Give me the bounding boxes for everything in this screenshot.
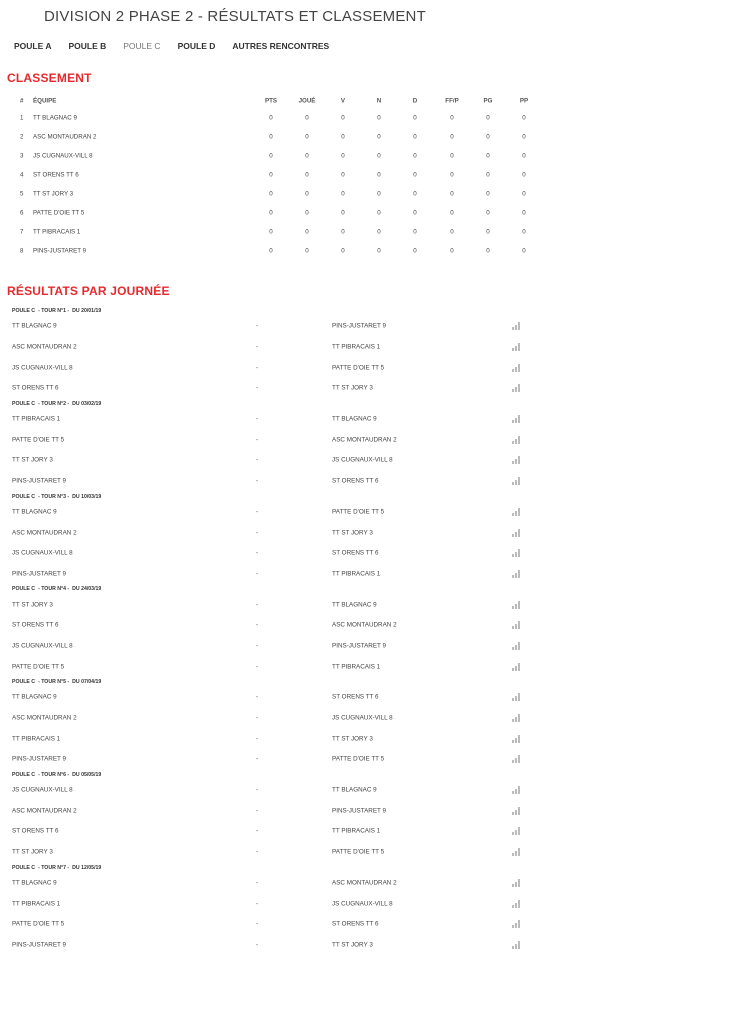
cell-pts: 0 xyxy=(269,114,273,121)
table-row xyxy=(7,127,537,146)
cell-team[interactable]: TT ST JORY 3 xyxy=(33,190,74,197)
match-row xyxy=(0,615,739,636)
match-score: - xyxy=(256,621,259,629)
round-header xyxy=(0,492,739,502)
cell-team[interactable]: TT BLAGNAC 9 xyxy=(33,114,77,121)
match-row xyxy=(0,935,739,956)
home-team[interactable]: PINS-JUSTARET 9 xyxy=(12,941,66,949)
cell-d: 0 xyxy=(413,133,417,140)
cell-pts: 0 xyxy=(269,228,273,235)
cell-rank: 8 xyxy=(20,247,24,254)
away-team[interactable]: JS CUGNAUX-VILL 8 xyxy=(332,714,393,722)
table-row xyxy=(7,165,537,184)
table-row xyxy=(7,222,537,241)
match-row xyxy=(0,594,739,615)
cell-joue: 0 xyxy=(305,114,309,121)
header-d: D xyxy=(412,97,418,105)
cell-rank: 6 xyxy=(20,209,24,216)
match-row xyxy=(0,749,739,770)
stats-bars-icon[interactable] xyxy=(512,343,522,351)
cell-team[interactable]: JS CUGNAUX-VILL 8 xyxy=(33,152,93,159)
home-team[interactable]: TT BLAGNAC 9 xyxy=(12,693,57,701)
classement-title: CLASSEMENT xyxy=(7,71,92,85)
cell-ffp: 0 xyxy=(450,228,454,235)
round-date: DU 07/04/19 xyxy=(72,679,102,685)
cell-ffp: 0 xyxy=(450,190,454,197)
home-team[interactable]: TT PIBRACAIS 1 xyxy=(12,415,61,423)
home-team[interactable]: PINS-JUSTARET 9 xyxy=(12,570,66,578)
away-team[interactable]: TT PIBRACAIS 1 xyxy=(332,343,381,351)
away-team[interactable]: ST ORENS TT 6 xyxy=(332,693,379,701)
home-team[interactable]: TT PIBRACAIS 1 xyxy=(12,735,61,743)
cell-pts: 0 xyxy=(269,171,273,178)
cell-joue: 0 xyxy=(305,209,309,216)
match-row xyxy=(0,636,739,657)
stats-bars-icon[interactable] xyxy=(512,693,522,701)
round-header xyxy=(0,863,739,873)
away-team[interactable]: ST ORENS TT 6 xyxy=(332,477,379,485)
table-row xyxy=(7,184,537,203)
cell-team[interactable]: ASC MONTAUDRAN 2 xyxy=(33,133,97,140)
stats-bars-icon[interactable] xyxy=(512,714,522,722)
page-title: DIVISION 2 PHASE 2 - RÉSULTATS ET CLASSEMENT xyxy=(44,8,426,25)
stats-bars-icon[interactable] xyxy=(512,755,522,763)
away-team[interactable]: TT ST JORY 3 xyxy=(332,735,373,743)
away-team[interactable]: ASC MONTAUDRAN 2 xyxy=(332,621,397,629)
tab-autres-rencontres[interactable]: AUTRES RENCONTRES xyxy=(232,41,330,51)
match-row xyxy=(0,409,739,430)
away-team[interactable]: PATTE D'OIE TT 5 xyxy=(332,755,385,763)
match-score: - xyxy=(256,755,259,763)
cell-pp: 0 xyxy=(522,152,526,159)
cell-team[interactable]: ST ORENS TT 6 xyxy=(33,171,79,178)
round-date: DU 20/01/19 xyxy=(72,308,102,314)
round-tour: - TOUR N°4 - xyxy=(38,586,70,593)
match-row xyxy=(0,502,739,523)
cell-ffp: 0 xyxy=(450,247,454,254)
home-team[interactable]: ASC MONTAUDRAN 2 xyxy=(12,529,77,537)
away-team[interactable]: PATTE D'OIE TT 5 xyxy=(332,364,385,372)
round-poule: POULE C xyxy=(12,679,36,685)
round-header xyxy=(0,306,739,316)
stats-bars-icon[interactable] xyxy=(512,570,522,578)
match-row xyxy=(0,429,739,450)
match-row xyxy=(0,337,739,358)
header-pg: PG xyxy=(483,97,493,105)
away-team[interactable]: TT PIBRACAIS 1 xyxy=(332,827,381,835)
match-row xyxy=(0,564,739,585)
cell-joue: 0 xyxy=(305,247,309,254)
match-row xyxy=(0,471,739,492)
round-tour: - TOUR N°7 - xyxy=(38,864,70,871)
table-row xyxy=(7,146,537,165)
stats-bars-icon[interactable] xyxy=(512,848,522,856)
away-team[interactable]: PINS-JUSTARET 9 xyxy=(332,642,386,650)
match-row xyxy=(0,873,739,894)
poule-tabs xyxy=(14,41,346,51)
round-poule: POULE C xyxy=(12,308,36,314)
cell-d: 0 xyxy=(413,190,417,197)
cell-joue: 0 xyxy=(305,152,309,159)
cell-pg: 0 xyxy=(486,152,490,159)
match-row xyxy=(0,821,739,842)
round-poule: POULE C xyxy=(12,400,36,407)
round-header xyxy=(0,770,739,780)
header-pp: PP xyxy=(519,97,529,105)
standings-table xyxy=(7,94,537,260)
home-team[interactable]: JS CUGNAUX-VILL 8 xyxy=(12,364,73,372)
table-row xyxy=(7,203,537,222)
cell-pts: 0 xyxy=(269,190,273,197)
cell-pts: 0 xyxy=(269,133,273,140)
away-team[interactable]: ASC MONTAUDRAN 2 xyxy=(332,436,397,444)
round-date: DU 24/03/19 xyxy=(72,586,102,593)
stats-bars-icon[interactable] xyxy=(512,621,522,629)
results-list xyxy=(0,306,739,955)
match-score: - xyxy=(256,343,259,351)
match-score: - xyxy=(256,436,259,444)
cell-pp: 0 xyxy=(522,228,526,235)
home-team[interactable]: PINS-JUSTARET 9 xyxy=(12,477,66,485)
round-header xyxy=(0,584,739,594)
home-team[interactable]: ASC MONTAUDRAN 2 xyxy=(12,714,77,722)
stats-bars-icon[interactable] xyxy=(512,920,522,928)
cell-team[interactable]: TT PIBRACAIS 1 xyxy=(33,228,81,235)
header-pts: PTS xyxy=(264,97,278,105)
header-joue: JOUÉ xyxy=(298,97,316,105)
cell-pg: 0 xyxy=(486,190,490,197)
round-tour: - TOUR N°1 - xyxy=(38,308,70,314)
cell-ffp: 0 xyxy=(450,209,454,216)
match-score: - xyxy=(256,456,259,464)
match-row xyxy=(0,842,739,863)
match-score: - xyxy=(256,529,259,537)
home-team[interactable]: ST ORENS TT 6 xyxy=(12,827,59,835)
cell-pp: 0 xyxy=(522,190,526,197)
cell-pp: 0 xyxy=(522,209,526,216)
stats-bars-icon[interactable] xyxy=(512,415,522,423)
cell-d: 0 xyxy=(413,247,417,254)
match-score: - xyxy=(256,920,259,928)
cell-joue: 0 xyxy=(305,171,309,178)
stats-bars-icon[interactable] xyxy=(512,735,522,743)
cell-pp: 0 xyxy=(522,114,526,121)
away-team[interactable]: TT PIBRACAIS 1 xyxy=(332,663,381,671)
cell-rank: 4 xyxy=(20,171,24,178)
cell-team[interactable]: PINS-JUSTARET 9 xyxy=(33,247,87,254)
stats-bars-icon[interactable] xyxy=(512,941,522,949)
home-team[interactable]: TT ST JORY 3 xyxy=(12,601,53,609)
cell-v: 0 xyxy=(341,228,345,235)
cell-pg: 0 xyxy=(486,247,490,254)
home-team[interactable]: PATTE D'OIE TT 5 xyxy=(12,663,65,671)
cell-joue: 0 xyxy=(305,190,309,197)
away-team[interactable]: PATTE D'OIE TT 5 xyxy=(332,848,385,856)
stats-bars-icon[interactable] xyxy=(512,601,522,609)
cell-pts: 0 xyxy=(269,247,273,254)
cell-pp: 0 xyxy=(522,171,526,178)
header-n: N xyxy=(376,97,382,105)
cell-pg: 0 xyxy=(486,114,490,121)
cell-n: 0 xyxy=(377,190,381,197)
away-team[interactable]: ST ORENS TT 6 xyxy=(332,920,379,928)
stats-bars-icon[interactable] xyxy=(512,663,522,671)
cell-rank: 5 xyxy=(20,190,24,197)
home-team[interactable]: PINS-JUSTARET 9 xyxy=(12,755,66,763)
match-score: - xyxy=(256,714,259,722)
match-score: - xyxy=(256,900,259,908)
home-team[interactable]: TT BLAGNAC 9 xyxy=(12,879,57,887)
cell-v: 0 xyxy=(341,133,345,140)
match-score: - xyxy=(256,848,259,856)
match-row xyxy=(0,378,739,399)
match-row xyxy=(0,316,739,337)
cell-team[interactable]: PATTE D'OIE TT 5 xyxy=(33,209,85,216)
round-header xyxy=(0,399,739,409)
cell-v: 0 xyxy=(341,152,345,159)
away-team[interactable]: TT PIBRACAIS 1 xyxy=(332,570,381,578)
table-row xyxy=(7,108,537,127)
match-row xyxy=(0,728,739,749)
home-team[interactable]: ASC MONTAUDRAN 2 xyxy=(12,807,77,815)
match-score: - xyxy=(256,693,259,701)
stats-bars-icon[interactable] xyxy=(512,807,522,815)
round-date: DU 12/05/19 xyxy=(72,864,102,871)
tab-poule-b[interactable]: POULE B xyxy=(68,41,107,51)
header-team: ÉQUIPE xyxy=(33,97,57,105)
cell-d: 0 xyxy=(413,171,417,178)
home-team[interactable]: TT ST JORY 3 xyxy=(12,848,53,856)
home-team[interactable]: PATTE D'OIE TT 5 xyxy=(12,436,65,444)
away-team[interactable]: TT BLAGNAC 9 xyxy=(332,786,377,794)
match-score: - xyxy=(256,941,259,949)
cell-joue: 0 xyxy=(305,133,309,140)
round-tour: - TOUR N°3 - xyxy=(38,493,70,500)
cell-d: 0 xyxy=(413,209,417,216)
cell-n: 0 xyxy=(377,133,381,140)
match-row xyxy=(0,914,739,935)
stats-bars-icon[interactable] xyxy=(512,786,522,794)
round-tour: - TOUR N°2 - xyxy=(38,400,70,407)
cell-v: 0 xyxy=(341,247,345,254)
match-score: - xyxy=(256,879,259,887)
cell-pg: 0 xyxy=(486,209,490,216)
stats-bars-icon[interactable] xyxy=(512,384,522,392)
match-score: - xyxy=(256,827,259,835)
cell-v: 0 xyxy=(341,209,345,216)
tab-poule-d[interactable]: POULE D xyxy=(177,41,216,51)
cell-pts: 0 xyxy=(269,209,273,216)
cell-rank: 7 xyxy=(20,228,24,235)
cell-rank: 3 xyxy=(20,152,24,159)
round-date: DU 03/02/19 xyxy=(72,400,102,407)
away-team[interactable]: ASC MONTAUDRAN 2 xyxy=(332,879,397,887)
cell-n: 0 xyxy=(377,152,381,159)
stats-bars-icon[interactable] xyxy=(512,642,522,650)
match-score: - xyxy=(256,364,259,372)
home-team[interactable]: JS CUGNAUX-VILL 8 xyxy=(12,786,73,794)
match-row xyxy=(0,543,739,564)
away-team[interactable]: JS CUGNAUX-VILL 8 xyxy=(332,456,393,464)
cell-ffp: 0 xyxy=(450,133,454,140)
home-team[interactable]: TT PIBRACAIS 1 xyxy=(12,900,61,908)
match-score: - xyxy=(256,601,259,609)
match-score: - xyxy=(256,663,259,671)
cell-pts: 0 xyxy=(269,152,273,159)
cell-pp: 0 xyxy=(522,133,526,140)
away-team[interactable]: TT ST JORY 3 xyxy=(332,384,373,392)
resultats-title: RÉSULTATS PAR JOURNÉE xyxy=(7,284,170,298)
cell-n: 0 xyxy=(377,209,381,216)
stats-bars-icon[interactable] xyxy=(512,477,522,485)
stats-bars-icon[interactable] xyxy=(512,529,522,537)
away-team[interactable]: JS CUGNAUX-VILL 8 xyxy=(332,900,393,908)
match-score: - xyxy=(256,570,259,578)
match-row xyxy=(0,893,739,914)
away-team[interactable]: ST ORENS TT 6 xyxy=(332,549,379,557)
cell-v: 0 xyxy=(341,190,345,197)
round-poule: POULE C xyxy=(12,493,36,500)
stats-bars-icon[interactable] xyxy=(512,549,522,557)
cell-rank: 2 xyxy=(20,133,24,140)
home-team[interactable]: JS CUGNAUX-VILL 8 xyxy=(12,642,73,650)
away-team[interactable]: TT ST JORY 3 xyxy=(332,941,373,949)
match-row xyxy=(0,656,739,677)
tab-poule-a[interactable]: POULE A xyxy=(14,41,52,51)
cell-n: 0 xyxy=(377,247,381,254)
away-team[interactable]: PINS-JUSTARET 9 xyxy=(332,322,386,330)
standings-header xyxy=(7,94,537,108)
home-team[interactable]: JS CUGNAUX-VILL 8 xyxy=(12,549,73,557)
header-ffp: FF/P xyxy=(445,97,459,105)
cell-pp: 0 xyxy=(522,247,526,254)
match-row xyxy=(0,708,739,729)
stats-bars-icon[interactable] xyxy=(512,364,522,372)
home-team[interactable]: ST ORENS TT 6 xyxy=(12,621,59,629)
away-team[interactable]: TT ST JORY 3 xyxy=(332,529,373,537)
header-rank: # xyxy=(20,97,24,105)
cell-v: 0 xyxy=(341,114,345,121)
cell-pg: 0 xyxy=(486,133,490,140)
match-score: - xyxy=(256,786,259,794)
match-score: - xyxy=(256,549,259,557)
match-score: - xyxy=(256,477,259,485)
match-row xyxy=(0,780,739,801)
round-poule: POULE C xyxy=(12,771,36,778)
tab-poule-c[interactable]: POULE C xyxy=(123,41,161,51)
stats-bars-icon[interactable] xyxy=(512,456,522,464)
cell-d: 0 xyxy=(413,114,417,121)
stats-bars-icon[interactable] xyxy=(512,436,522,444)
cell-v: 0 xyxy=(341,171,345,178)
round-tour: - TOUR N°6 - xyxy=(38,771,70,778)
stats-bars-icon[interactable] xyxy=(512,322,522,330)
round-header xyxy=(0,677,739,687)
cell-n: 0 xyxy=(377,171,381,178)
home-team[interactable]: ST ORENS TT 6 xyxy=(12,384,59,392)
stats-bars-icon[interactable] xyxy=(512,508,522,516)
match-row xyxy=(0,800,739,821)
home-team[interactable]: TT BLAGNAC 9 xyxy=(12,322,57,330)
cell-n: 0 xyxy=(377,228,381,235)
match-row xyxy=(0,522,739,543)
match-score: - xyxy=(256,508,259,516)
stats-bars-icon[interactable] xyxy=(512,900,522,908)
round-date: DU 05/05/19 xyxy=(72,771,102,778)
stats-bars-icon[interactable] xyxy=(512,879,522,887)
cell-rank: 1 xyxy=(20,114,24,121)
match-score: - xyxy=(256,807,259,815)
match-score: - xyxy=(256,642,259,650)
cell-ffp: 0 xyxy=(450,171,454,178)
table-row xyxy=(7,241,537,260)
stats-bars-icon[interactable] xyxy=(512,827,522,835)
home-team[interactable]: TT ST JORY 3 xyxy=(12,456,53,464)
match-row xyxy=(0,450,739,471)
round-tour: - TOUR N°5 - xyxy=(38,679,70,685)
cell-n: 0 xyxy=(377,114,381,121)
round-date: DU 10/03/19 xyxy=(72,493,102,500)
match-row xyxy=(0,357,739,378)
home-team[interactable]: PATTE D'OIE TT 5 xyxy=(12,920,65,928)
home-team[interactable]: TT BLAGNAC 9 xyxy=(12,508,57,516)
away-team[interactable]: TT BLAGNAC 9 xyxy=(332,415,377,423)
match-score: - xyxy=(256,322,259,330)
match-row xyxy=(0,687,739,708)
cell-pg: 0 xyxy=(486,171,490,178)
match-score: - xyxy=(256,735,259,743)
cell-ffp: 0 xyxy=(450,152,454,159)
match-score: - xyxy=(256,384,259,392)
cell-d: 0 xyxy=(413,152,417,159)
round-poule: POULE C xyxy=(12,864,36,871)
home-team[interactable]: ASC MONTAUDRAN 2 xyxy=(12,343,77,351)
round-poule: POULE C xyxy=(12,586,36,593)
away-team[interactable]: TT BLAGNAC 9 xyxy=(332,601,377,609)
cell-pg: 0 xyxy=(486,228,490,235)
cell-joue: 0 xyxy=(305,228,309,235)
header-v: V xyxy=(340,97,346,105)
match-score: - xyxy=(256,415,259,423)
away-team[interactable]: PATTE D'OIE TT 5 xyxy=(332,508,385,516)
cell-d: 0 xyxy=(413,228,417,235)
cell-ffp: 0 xyxy=(450,114,454,121)
away-team[interactable]: PINS-JUSTARET 9 xyxy=(332,807,386,815)
